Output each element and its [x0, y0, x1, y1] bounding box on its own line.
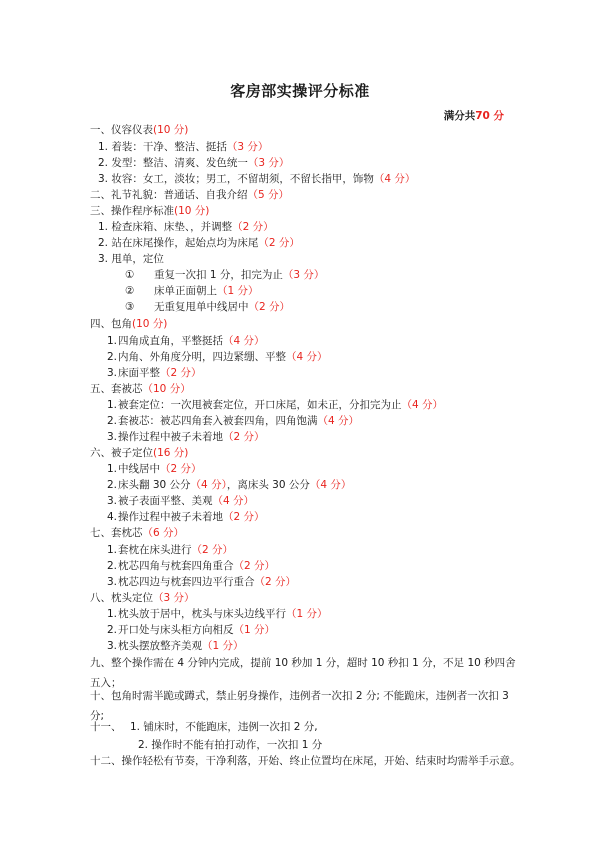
section-8-num-2: 2.: [107, 624, 118, 636]
section-11-line-1: 1. 铺床时，不能跑床，违例一次扣 2 分,: [130, 721, 318, 733]
section-6-num-1: 1.: [107, 463, 118, 475]
section-3-circle-item-1: 重复一次扣 1 分，扣完为止（3 分）: [154, 269, 325, 281]
section-4-heading: 四、包角(10 分): [90, 318, 168, 330]
section-7-num-2: 2.: [107, 560, 118, 572]
section-7-item-3: 枕芯四边与枕套四边平行重合（2 分）: [118, 576, 297, 588]
section-5-heading: 五、套被芯（10 分）: [90, 383, 191, 395]
page-title: 客房部实操评分标准: [230, 82, 370, 100]
section-3-circle-item-3: 无重复甩单中线居中（2 分）: [154, 301, 291, 313]
section-4-num-2: 2.: [107, 351, 118, 363]
section-5-item-2: 套被芯：被芯四角套入被套四角，四角饱满（4 分）: [118, 415, 360, 427]
total-score: 满分共70 分: [443, 110, 504, 122]
section-8-item-1: 枕头放于居中，枕头与床头边线平行（1 分）: [118, 608, 328, 620]
section-8-item-3: 枕头摆放整齐美观（1 分）: [118, 640, 244, 652]
section-1-heading: 一、仪容仪表(10 分): [90, 124, 189, 136]
section-3-item-2: 2. 站在床尾操作，起始点均为床尾（2 分）: [98, 237, 300, 249]
section-6-num-4: 4.: [107, 511, 118, 523]
section-2-heading: 二、礼节礼貌：普通话、自我介绍（5 分）: [90, 189, 290, 201]
section-8-num-3: 3.: [107, 640, 118, 652]
section-8-heading: 八、枕头定位（3 分）: [90, 592, 195, 604]
section-5-num-3: 3.: [107, 431, 118, 443]
section-6-item-1: 中线居中（2 分）: [118, 463, 202, 475]
section-5-num-2: 2.: [107, 415, 118, 427]
section-1-item-3: 3. 妆容：女工，淡妆；男工，不留胡须，不留长指甲，饰物（4 分）: [98, 173, 416, 185]
section-3-circle-num-1: ①: [125, 269, 135, 281]
section-5-num-1: 1.: [107, 399, 118, 411]
section-8-item-2: 开口处与床头柜方向相反（1 分）: [118, 624, 276, 636]
section-4-num-3: 3.: [107, 367, 118, 379]
section-8-num-1: 1.: [107, 608, 118, 620]
section-6-item-3: 被子表面平整、美观（4 分）: [118, 495, 255, 507]
section-4-item-2: 内角、外角度分明，四边紧绷、平整（4 分）: [118, 351, 328, 363]
section-7-item-2: 枕芯四角与枕套四角重合（2 分）: [118, 560, 276, 572]
section-7-heading: 七、套枕芯（6 分）: [90, 527, 185, 539]
section-1-item-1: 1. 着装：干净、整洁、挺括（3 分）: [98, 141, 269, 153]
section-9-text: 九、整个操作需在 4 分钟内完成，提前 10 秒加 1 分，超时 10 秒扣 1 分，不足 10 秒四舍五入；: [90, 657, 516, 689]
section-3-heading: 三、操作程序标准(10 分): [90, 205, 210, 217]
section-6-heading: 六、被子定位(16 分): [90, 447, 189, 459]
section-5-item-1: 被套定位：一次甩被套定位，开口床尾，如未正，分扣完为止（4 分）: [118, 399, 444, 411]
section-3-item-3: 3. 甩单，定位: [98, 253, 164, 265]
section-3-item-1: 1. 检查床箱、床垫、，并调整（2 分）: [98, 221, 274, 233]
section-6-item-2: 床头翻 30 公分（4 分），离床头 30 公分（4 分）: [118, 479, 352, 491]
section-4-num-1: 1.: [107, 335, 118, 347]
section-10-text: 十、包角时需半跪或蹲式，禁止躬身操作，违例者一次扣 2 分; 不能跪床，违例者一次扣 3 分;: [90, 690, 509, 722]
section-6-num-3: 3.: [107, 495, 118, 507]
section-7-num-1: 1.: [107, 544, 118, 556]
section-3-circle-num-3: ③: [125, 301, 135, 313]
section-7-item-1: 套枕在床头进行（2 分）: [118, 544, 234, 556]
section-11-heading: 十一、: [90, 721, 122, 733]
section-4-item-1: 四角成直角，平整挺括（4 分）: [118, 335, 265, 347]
section-1-item-2: 2. 发型：整洁、清爽、发色统一（3 分）: [98, 157, 290, 169]
section-7-num-3: 3.: [107, 576, 118, 588]
section-5-item-3: 操作过程中被子未着地（2 分）: [118, 431, 265, 443]
section-6-item-4: 操作过程中被子未着地（2 分）: [118, 511, 265, 523]
section-3-circle-item-2: 床单正面朝上（1 分）: [154, 285, 259, 297]
section-3-circle-num-2: ②: [125, 285, 135, 297]
section-11-line-2: 2. 操作时不能有拍打动作，一次扣 1 分: [138, 739, 323, 751]
section-4-item-3: 床面平整（2 分）: [118, 367, 202, 379]
section-6-num-2: 2.: [107, 479, 118, 491]
section-12-text: 十二、操作轻松有节奏，干净利落，开始、终止位置均在床尾，开始、结束时均需举手示意。: [90, 755, 521, 767]
